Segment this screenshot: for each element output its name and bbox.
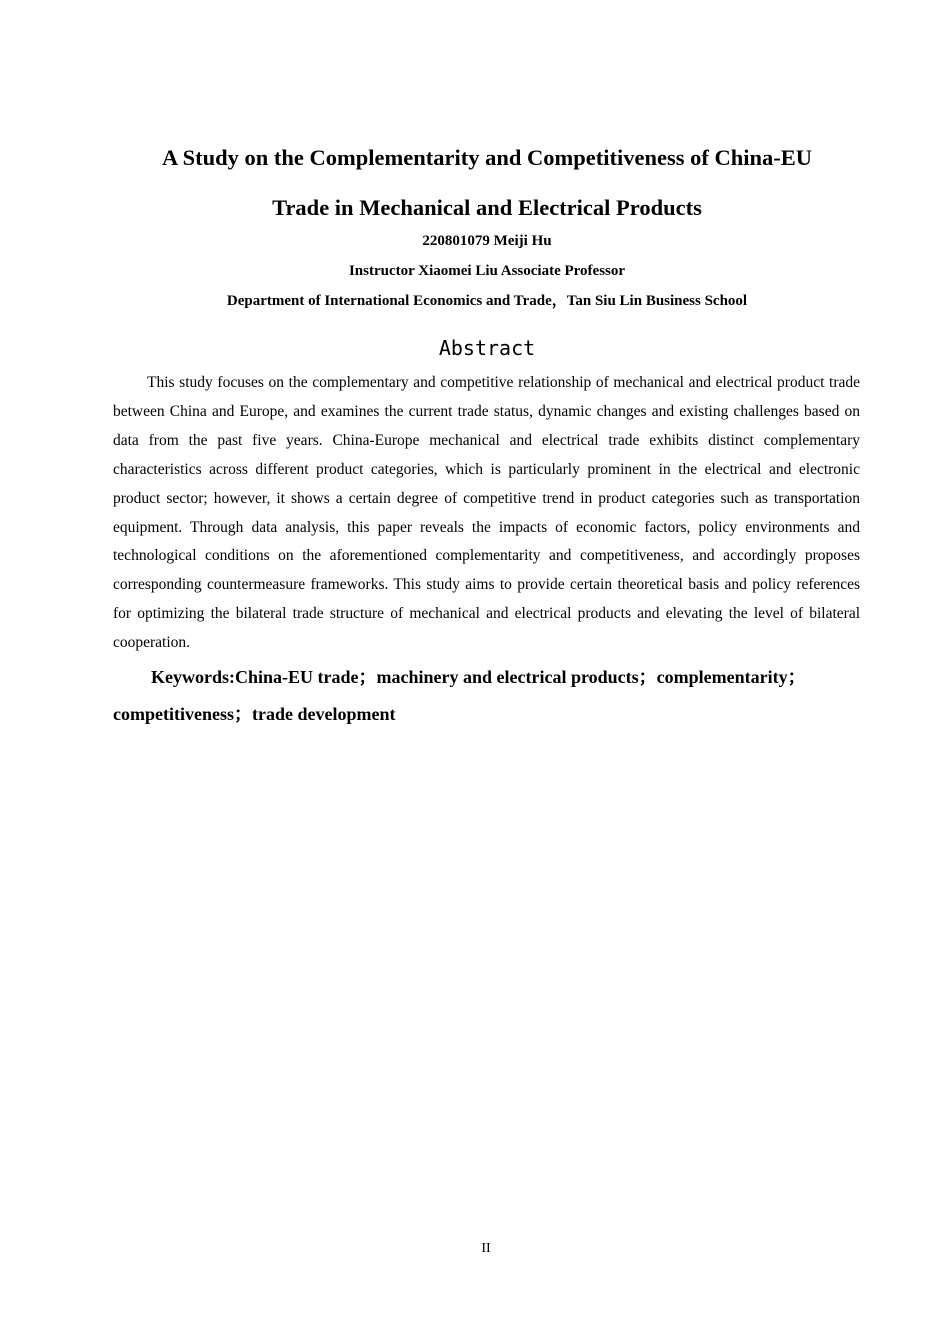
paper-title-line-2: Trade in Mechanical and Electrical Products bbox=[272, 195, 702, 220]
paper-title-line-1: A Study on the Complementarity and Competitiveness of China-EU bbox=[161, 145, 813, 170]
instructor-line: Instructor Xiaomei Liu Associate Professor bbox=[348, 263, 626, 279]
department-line: Department of International Economics and Trade，Tan Siu Lin Business School bbox=[226, 293, 748, 309]
abstract-heading: Abstract bbox=[438, 336, 536, 360]
page-number: II bbox=[481, 1241, 491, 1256]
abstract-body: This study focuses on the complementary and competitive relationship of mechanical and electrical product trade between China and Europe, and examines the current trade status, dynamic changes and existing challenges based on data from the past five years. China-Europe mechanical and electrical trade exhibits distinct complementary characteristics across different product categories, which is particularly prominent in the electrical and electronic product sector; however, it shows a certain degree of competitive trend in product categories such as transportation equipment. Through data analysis, this paper reveals the impacts of economic factors, policy environments and technological conditions on the aforementioned complementarity and competitiveness, and accordingly proposes corresponding countermeasure frameworks. This study aims to provide certain theoretical basis and policy references for optimizing the bilateral trade structure of mechanical and electrical products and elevating the level of bilateral cooperation. bbox=[113, 374, 860, 652]
author-line: 220801079 Meiji Hu bbox=[422, 233, 552, 249]
keywords-paragraph: Keywords:China-EU trade；machinery and electrical products；complementarity；competitiveness；trade development bbox=[113, 667, 806, 724]
